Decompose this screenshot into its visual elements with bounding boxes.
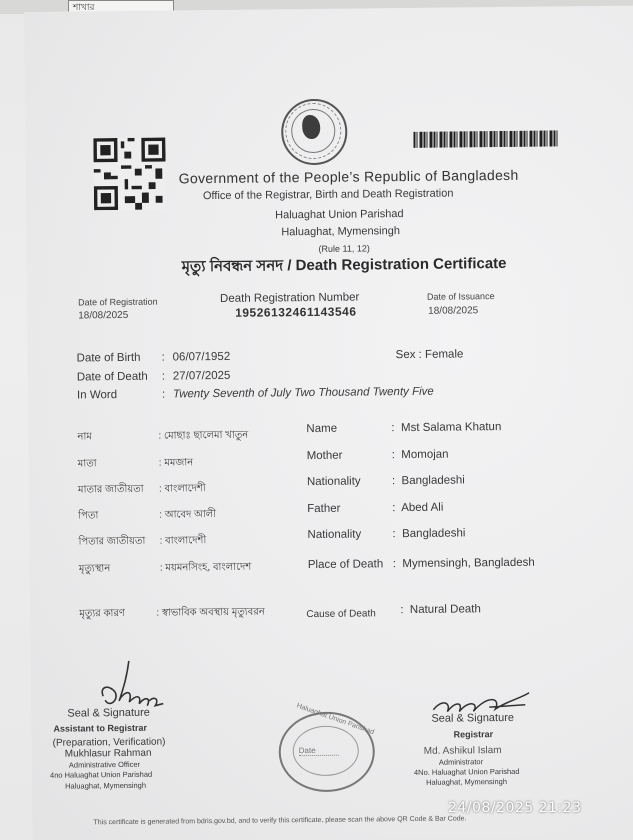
date-of-birth-colon: :: [161, 351, 165, 364]
en-value-name: : Mst Salama Khatun: [391, 421, 502, 435]
sex-value: Sex : Female: [395, 348, 464, 362]
left-place: Haluaghat, Mymensingh: [65, 780, 147, 791]
en-label-mother-nationality: Nationality: [306, 475, 361, 489]
left-role: Assistant to Registrar: [53, 722, 148, 734]
in-word-colon: :: [161, 388, 166, 401]
right-role: Registrar: [453, 729, 494, 740]
date-of-registration-value: 18/08/2025: [78, 309, 129, 322]
certificate-paper: [24, 6, 633, 840]
registration-number-value: 19526132461143546: [235, 304, 357, 320]
qr-code-icon: [93, 138, 166, 211]
right-office: 4No. Haluaghat Union Parishad: [413, 766, 520, 777]
en-value-father-nationality: : Bangladeshi: [392, 527, 466, 541]
bn-value-father-nationality: : বাংলাদেশী: [159, 535, 207, 547]
en-value-father: : Abed Ali: [392, 501, 444, 515]
right-place: Haluaghat, Mymensingh: [426, 776, 508, 787]
certificate-title: মৃত্যু নিবন্ধন সনদ / Death Registration Certificate: [181, 254, 507, 276]
date-of-death-colon: :: [161, 370, 166, 383]
top-tab-label: শাখার: [68, 0, 174, 14]
bn-label-name: নাম: [77, 431, 92, 443]
seal-date-label: Date: [299, 746, 339, 756]
bn-value-place-of-death: : ময়মনসিংহ, বাংলাদেশ: [159, 561, 252, 574]
date-of-issuance-label: Date of Issuance: [426, 291, 495, 302]
in-word-label: In Word: [76, 389, 118, 402]
right-designation: Administrator: [438, 757, 484, 767]
en-label-place-of-death: Place of Death: [307, 558, 384, 572]
bn-label-cause-of-death: মৃত্যুর কারণ: [79, 607, 126, 620]
rule-reference: (Rule 11, 12): [318, 243, 370, 254]
date-of-registration-label: Date of Registration: [77, 296, 158, 308]
photo-timestamp: 24/08/2025 21:23: [448, 800, 582, 816]
en-label-cause-of-death: Cause of Death: [306, 608, 376, 621]
bn-value-name: : মোছাঃ ছালেমা খাতুন: [158, 429, 249, 442]
left-designation: Administrative Officer: [68, 759, 141, 770]
left-duty: (Preparation, Verification): [52, 736, 166, 749]
barcode-icon: [413, 130, 558, 148]
government-emblem-icon: [281, 99, 348, 166]
bn-value-mother: : মমজান: [158, 457, 194, 469]
union-parishad-seal-icon: [278, 702, 376, 792]
date-of-birth-value: 06/07/1952: [172, 350, 231, 364]
in-word-value: Twenty Seventh of July Two Thousand Twenty Five: [172, 385, 434, 401]
union-parishad-name: Haluaghat Union Parishad: [275, 208, 404, 222]
bn-label-mother-nationality: মাতার জাতীয়তা: [77, 483, 144, 496]
left-seal-label: Seal & Signature: [67, 706, 150, 720]
en-value-mother: : Momojan: [391, 448, 449, 462]
seal-text: Haluaghat Union Parishad: [295, 702, 376, 737]
date-of-issuance-value: 18/08/2025: [428, 305, 479, 317]
date-of-death-value: 27/07/2025: [172, 369, 231, 383]
bn-label-father: পিতা: [78, 510, 99, 522]
office-title: Office of the Registrar, Birth and Death Registration: [202, 187, 454, 203]
en-value-place-of-death: : Mymensingh, Bangladesh: [392, 556, 535, 571]
date-of-birth-label: Date of Birth: [76, 351, 141, 365]
en-value-cause-of-death: : Natural Death: [400, 603, 481, 617]
registration-number-label: Death Registration Number: [219, 291, 360, 305]
en-label-mother: Mother: [306, 449, 343, 463]
bn-label-place-of-death: মৃত্যুস্থান: [78, 563, 111, 575]
en-label-name: Name: [306, 422, 338, 436]
bn-label-mother: মাতা: [77, 458, 97, 470]
bn-value-cause-of-death: : স্বাভাবিক অবস্থায় মৃত্যুবরন: [156, 606, 265, 619]
right-name: Md. Ashikul Islam: [423, 745, 502, 757]
bn-label-father-nationality: পিতার জাতীয়তা: [78, 535, 146, 548]
right-seal-label: Seal & Signature: [431, 711, 515, 725]
location-name: Haluaghat, Mymensingh: [281, 225, 401, 239]
date-of-death-label: Date of Death: [76, 370, 148, 384]
en-label-father: Father: [307, 502, 341, 516]
en-label-father-nationality: Nationality: [307, 528, 362, 542]
footer-note: This certificate is generated from bdris.gov.bd, and to verify this certificate, please scan the above QR Code & Bar Code.: [93, 815, 467, 827]
government-title: Government of the People’s Republic of Bangladesh: [178, 166, 519, 187]
bn-value-father: : আবেদ আলী: [159, 509, 217, 521]
en-value-mother-nationality: : Bangladeshi: [391, 474, 465, 488]
left-office: 4no Haluaghat Union Parishad: [49, 769, 153, 780]
left-name: Mukhlasur Rahman: [64, 747, 152, 760]
bn-value-mother-nationality: : বাংলাদেশী: [158, 483, 206, 495]
